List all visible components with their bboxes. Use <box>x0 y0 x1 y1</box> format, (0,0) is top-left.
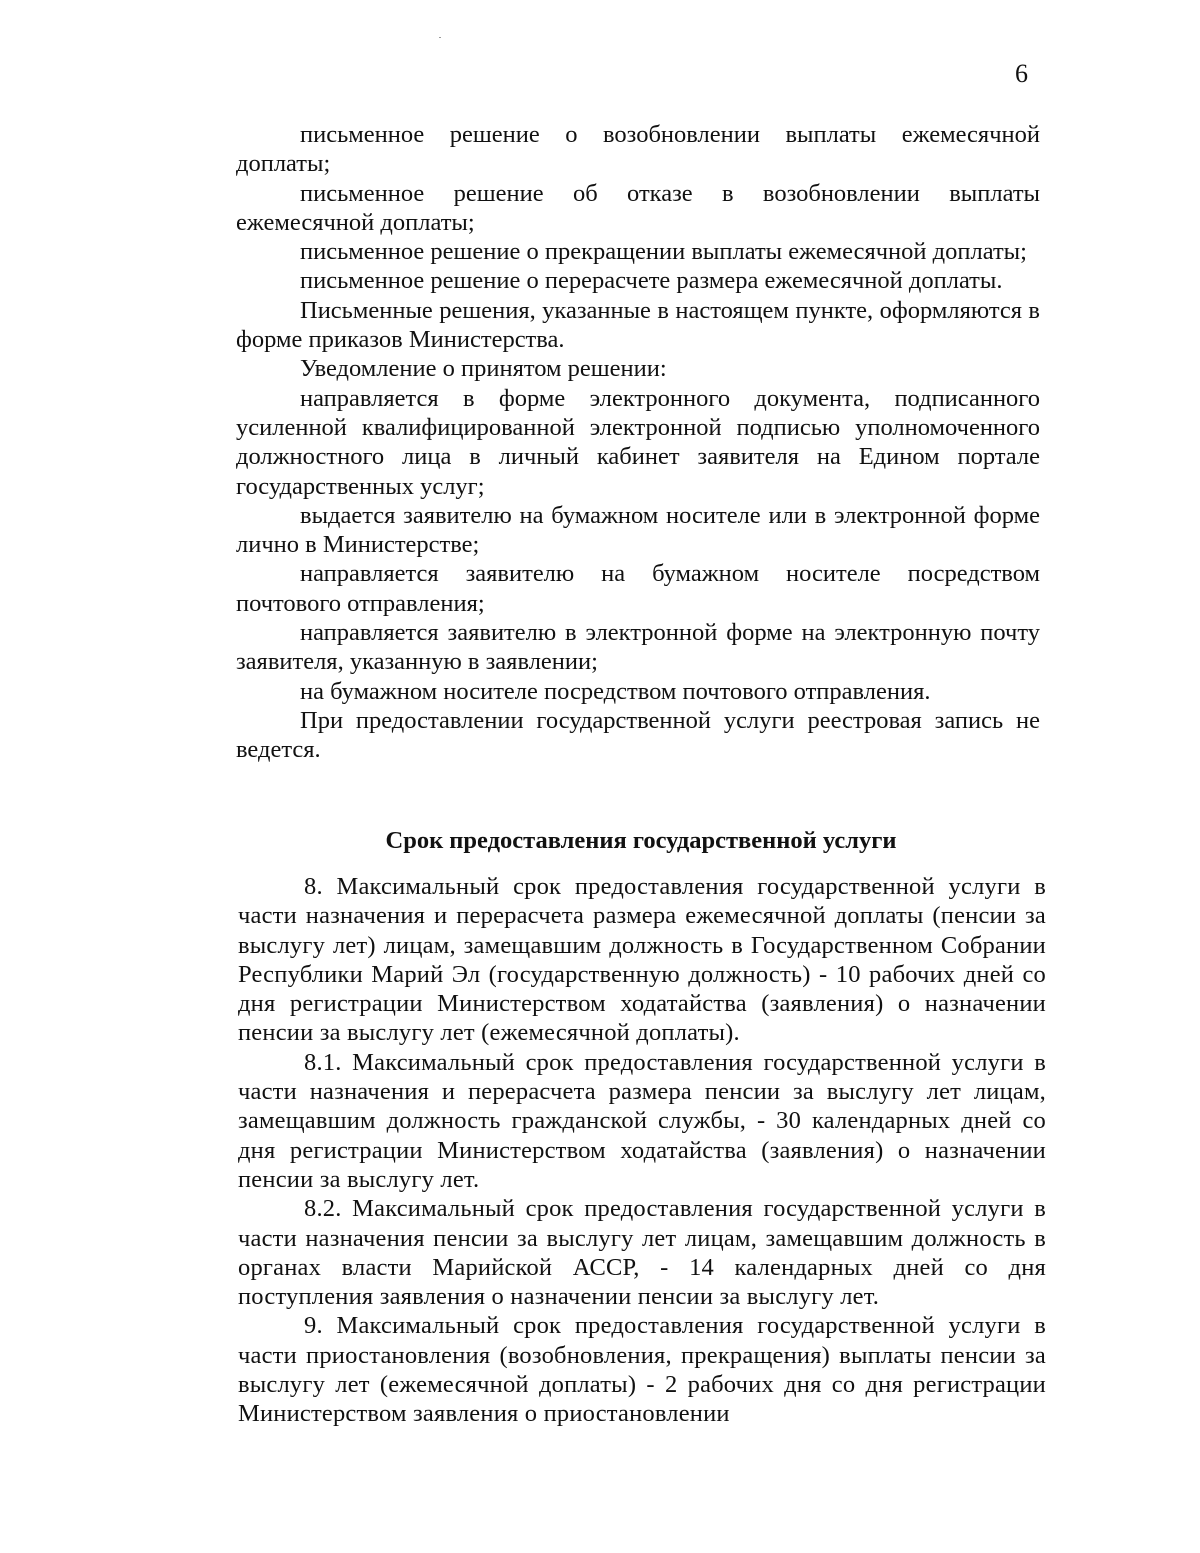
paragraph-sent-by-post: направляется заявителю на бумажном носителе посредством почтового отправления; <box>236 560 1040 617</box>
paragraph-item-8: 8. Максимальный срок предоставления государственной услуги в части назначения и перерасчета размера ежемесячной доплаты (пенсии за выслугу лет) лицам, замещавшим должность в Государственном Собрании Республики Марий Эл (государственную должность) - 10 рабочих дней со дня регистрации Министерством ходатайства (заявления) о назначении пенсии за выслугу лет (ежемесячной доплаты). <box>238 873 1046 1047</box>
paragraph-orders-form: Письменные решения, указанные в настоящем пункте, оформляются в форме приказов Министерства. <box>236 296 1040 354</box>
bottom-text-block <box>238 872 1046 1429</box>
top-text-block <box>236 120 1040 765</box>
paragraph-item-8-1: 8.1. Максимальный срок предоставления государственной услуги в части назначения и перерасчета размера пенсии за выслугу лет лицам, замещавшим должность гражданской службы, - 30 календарных дней со дня регистрации Министерством ходатайства (заявления) о назначении пенсии за выслугу лет. <box>238 1048 1046 1193</box>
paragraph-electronic-signature: направляется в форме электронного документа, подписанного усиленной квалифицированной электронной подписью уполномоченного должностного лица в личный кабинет заявителя на Едином портале государственных услуг; <box>236 384 1040 500</box>
scan-speck <box>439 37 441 38</box>
paragraph-item-9: 9. Максимальный срок предоставления государственной услуги в части приостановления (возобновления, прекращения) выплаты пенсии за выслугу лет (ежемесячной доплаты) - 2 рабочих дня со дня регистрации Министерством заявления о приостановлении <box>238 1312 1046 1428</box>
paragraph-notification-intro: Уведомление о принятом решении: <box>300 355 667 383</box>
paragraph-registry-note: При предоставлении государственной услуги реестровая запись не ведется. <box>236 706 1040 764</box>
paragraph-refusal-decision: письменное решение об отказе в возобновлении выплаты ежемесячной доплаты; <box>236 179 1040 236</box>
section-heading: Срок предоставления государственной услуги <box>385 827 897 854</box>
paragraph-resume-decision: письменное решение о возобновлении выплаты ежемесячной доплаты; <box>236 121 1040 178</box>
paragraph-paper-post: на бумажном носителе посредством почтового отправления. <box>300 677 931 705</box>
paragraph-termination-decision: письменное решение о прекращении выплаты ежемесячной доплаты; <box>300 238 1027 266</box>
paragraph-recalculation-decision: письменное решение о перерасчете размера ежемесячной доплаты. <box>300 267 1003 295</box>
paragraph-issued-in-person: выдается заявителю на бумажном носителе или в электронной форме лично в Министерстве; <box>236 501 1040 559</box>
page-number: 6 <box>1015 59 1028 88</box>
paragraph-item-8-2: 8.2. Максимальный срок предоставления государственной услуги в части назначения пенсии за выслугу лет лицам, замещавшим должность в органах власти Марийской АССР, - 14 календарных дней со дня поступления заявления о назначении пенсии за выслугу лет. <box>238 1195 1046 1311</box>
paragraph-sent-by-email: направляется заявителю в электронной форме на электронную почту заявителя, указанную в заявлении; <box>236 619 1040 676</box>
